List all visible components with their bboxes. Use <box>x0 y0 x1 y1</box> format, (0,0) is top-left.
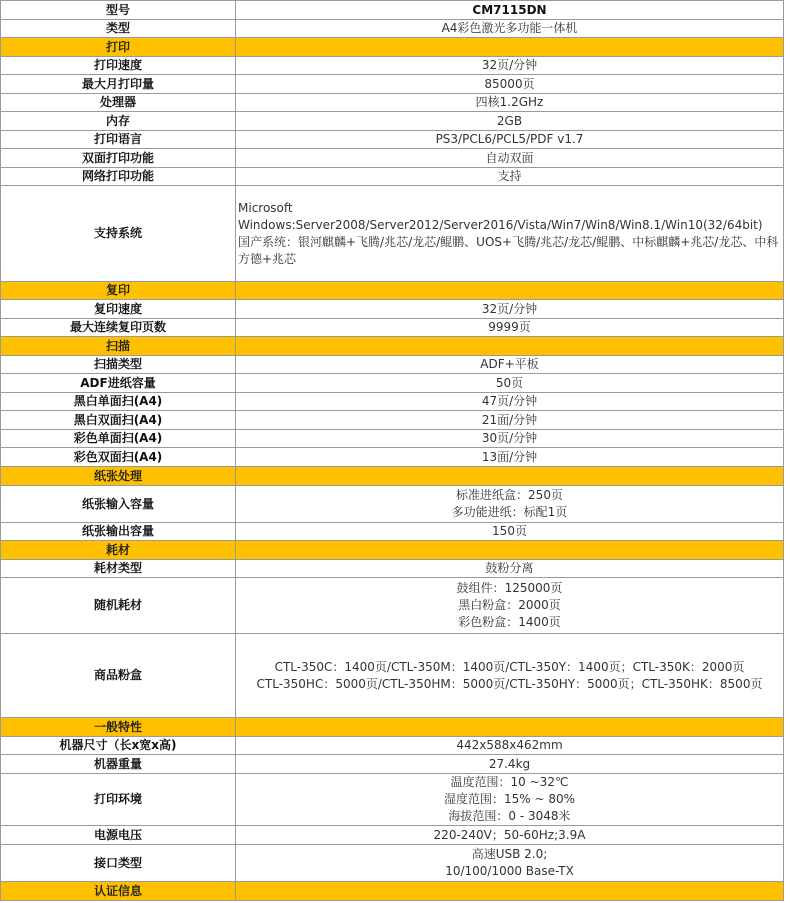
spec-value-line: 高速USB 2.0; <box>471 847 548 861</box>
spec-value <box>236 356 784 374</box>
spec-value <box>236 523 784 541</box>
spec-label: 随机耗材 <box>1 578 236 634</box>
spec-row <box>1 20 784 38</box>
spec-value <box>236 300 784 319</box>
spec-value-line: 21面/分钟 <box>481 412 538 427</box>
spec-value-line: PS3/PCL6/PCL5/PDF v1.7 <box>435 132 584 146</box>
spec-value <box>236 149 784 168</box>
section-header-row <box>1 718 784 737</box>
spec-label: ADF进纸容量 <box>1 374 236 393</box>
spec-value-line: 海拔范围：0 - 3048米 <box>448 809 571 823</box>
section-header-row <box>1 38 784 57</box>
spec-label: 电源电压 <box>1 826 236 845</box>
section-header-row <box>1 282 784 300</box>
spec-row <box>1 393 784 411</box>
spec-row <box>1 486 784 523</box>
spec-label: 纸张输入容量 <box>1 486 236 523</box>
spec-row <box>1 356 784 374</box>
spec-value-line: 支持 <box>497 169 522 183</box>
spec-value <box>236 755 784 774</box>
spec-value <box>236 430 784 448</box>
section-title: 一般特性 <box>1 718 236 737</box>
spec-value <box>236 319 784 337</box>
spec-row <box>1 75 784 94</box>
spec-value <box>236 845 784 882</box>
spec-value <box>236 94 784 112</box>
spec-value-line: 自动双面 <box>485 150 534 165</box>
spec-row <box>1 523 784 541</box>
spec-label: 商品粉盒 <box>1 634 236 718</box>
spec-label: 彩色单面扫(A4) <box>1 430 236 448</box>
spec-label: 网络打印功能 <box>1 168 236 186</box>
spec-value <box>236 448 784 467</box>
spec-label: 型号 <box>1 1 236 20</box>
spec-value-line: 鼓粉分离 <box>485 561 534 575</box>
spec-label: 打印速度 <box>1 57 236 75</box>
spec-row <box>1 57 784 75</box>
spec-row <box>1 845 784 882</box>
spec-value <box>236 411 784 430</box>
spec-row <box>1 448 784 467</box>
section-header-row <box>1 882 784 901</box>
section-title: 纸张处理 <box>1 467 236 486</box>
spec-row <box>1 149 784 168</box>
spec-value-line: 13面/分钟 <box>481 449 538 464</box>
spec-value-line: 彩色粉盒：1400页 <box>458 615 561 629</box>
spec-value <box>236 20 784 38</box>
spec-value-line: 温度范围：10 ~32℃ <box>450 775 569 789</box>
spec-value-line: CTL-350HC：5000页/CTL-350HM：5000页/CTL-350HY：5000页；CTL-350HK：8500页 <box>256 676 763 691</box>
spec-value <box>236 393 784 411</box>
spec-label: 黑白双面扫(A4) <box>1 411 236 430</box>
spec-value-line: 150页 <box>492 524 527 538</box>
spec-label: 支持系统 <box>1 186 236 282</box>
spec-value-line: 30页/分钟 <box>481 431 538 445</box>
spec-value-line: A4彩色激光多功能一体机 <box>441 21 578 35</box>
spec-value <box>236 186 784 282</box>
spec-value-line: 47页/分钟 <box>481 394 538 408</box>
spec-label: 双面打印功能 <box>1 149 236 168</box>
spec-row <box>1 374 784 393</box>
spec-row <box>1 112 784 131</box>
section-fill <box>236 38 784 57</box>
spec-value-line: 32页/分钟 <box>481 301 538 316</box>
spec-value <box>236 374 784 393</box>
spec-value <box>236 168 784 186</box>
section-fill <box>236 282 784 300</box>
spec-row <box>1 755 784 774</box>
spec-row <box>1 168 784 186</box>
spec-label: 打印语言 <box>1 131 236 149</box>
spec-row <box>1 430 784 448</box>
spec-value <box>236 486 784 523</box>
spec-value-line: 黑白粉盒：2000页 <box>458 598 561 612</box>
spec-value <box>236 560 784 578</box>
spec-value-line: 国产系统：银河麒麟+飞腾/兆芯/龙芯/鲲鹏、UOS+飞腾/兆芯/龙芯/鲲鹏、中标麒麟+兆芯/龙芯、中科方德+兆芯 <box>238 234 779 266</box>
spec-label: 类型 <box>1 20 236 38</box>
spec-value <box>236 75 784 94</box>
spec-value <box>236 57 784 75</box>
spec-row <box>1 826 784 845</box>
section-header-row <box>1 467 784 486</box>
section-title: 扫描 <box>1 337 236 356</box>
spec-value-line: 10/100/1000 Base-TX <box>445 864 574 878</box>
section-title: 耗材 <box>1 541 236 560</box>
spec-label: 耗材类型 <box>1 560 236 578</box>
section-header-row <box>1 337 784 356</box>
spec-label: 接口类型 <box>1 845 236 882</box>
spec-value <box>236 131 784 149</box>
spec-value-line: 32页/分钟 <box>481 58 538 72</box>
spec-label: 黑白单面扫(A4) <box>1 393 236 411</box>
spec-value <box>236 826 784 845</box>
section-title: 打印 <box>1 38 236 57</box>
model-value <box>236 1 784 20</box>
spec-value-line: 多功能进纸：标配1页 <box>451 505 568 519</box>
spec-label: 纸张输出容量 <box>1 523 236 541</box>
section-fill <box>236 467 784 486</box>
spec-row <box>1 634 784 718</box>
spec-value <box>236 578 784 634</box>
spec-value-line: 2GB <box>496 113 523 128</box>
spec-label: 最大月打印量 <box>1 75 236 94</box>
spec-table-body <box>1 1 784 901</box>
spec-value-line: CM7115DN <box>472 2 547 17</box>
spec-value-line: 85000页 <box>484 76 535 91</box>
spec-label: 机器尺寸（长x宽x高) <box>1 737 236 755</box>
spec-row <box>1 578 784 634</box>
spec-label: 扫描类型 <box>1 356 236 374</box>
spec-row <box>1 1 784 20</box>
spec-value <box>236 774 784 826</box>
spec-row <box>1 186 784 282</box>
spec-label: 彩色双面扫(A4) <box>1 448 236 467</box>
spec-value-line: 50页 <box>495 375 524 390</box>
spec-value-line: ADF+平板 <box>480 357 539 371</box>
section-fill <box>236 718 784 737</box>
spec-value <box>236 634 784 718</box>
spec-value-line: 标准进纸盒：250页 <box>456 488 563 502</box>
spec-row <box>1 560 784 578</box>
spec-value-line: 27.4kg <box>488 756 531 771</box>
spec-value-line: 四核1.2GHz <box>475 95 544 109</box>
section-fill <box>236 541 784 560</box>
spec-row <box>1 319 784 337</box>
section-fill <box>236 882 784 901</box>
spec-row <box>1 300 784 319</box>
spec-label: 机器重量 <box>1 755 236 774</box>
spec-value-line: CTL-350C：1400页/CTL-350M：1400页/CTL-350Y：1400页；CTL-350K：2000页 <box>274 659 745 674</box>
spec-value-line: 鼓组件：125000页 <box>456 581 563 595</box>
spec-value-line: Microsoft Windows:Server2008/Server2012/Server2016/Vista/Win7/Win8/Win8.1/Win10(32/64bit) <box>238 200 763 232</box>
spec-label: 复印速度 <box>1 300 236 319</box>
spec-row <box>1 131 784 149</box>
spec-label: 处理器 <box>1 94 236 112</box>
section-fill <box>236 337 784 356</box>
section-title: 认证信息 <box>1 882 236 901</box>
spec-value <box>236 737 784 755</box>
spec-row <box>1 774 784 826</box>
spec-row <box>1 94 784 112</box>
spec-row <box>1 411 784 430</box>
spec-label: 打印环境 <box>1 774 236 826</box>
spec-value-line: 442x588x462mm <box>456 738 563 752</box>
spec-value-line: 湿度范围：15% ~ 80% <box>443 792 576 806</box>
spec-value <box>236 112 784 131</box>
spec-label: 内存 <box>1 112 236 131</box>
spec-value-line: 220-240V；50-60Hz;3.9A <box>433 827 586 842</box>
spec-label: 最大连续复印页数 <box>1 319 236 337</box>
section-header-row <box>1 541 784 560</box>
spec-row <box>1 737 784 755</box>
spec-value-line: 9999页 <box>488 320 531 334</box>
section-title: 复印 <box>1 282 236 300</box>
